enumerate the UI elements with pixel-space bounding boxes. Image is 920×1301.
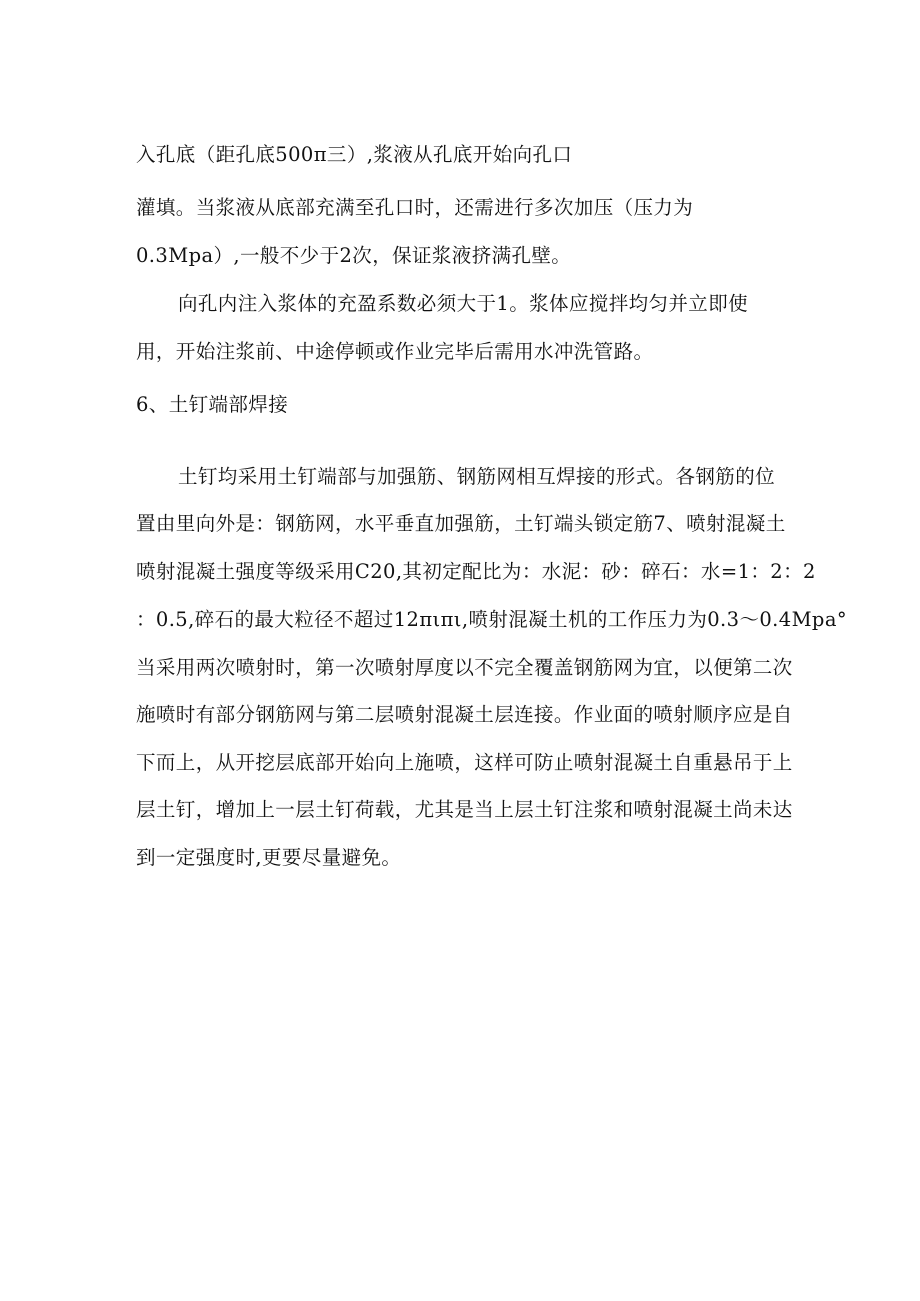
text-line: 下而上，从开挖层底部开始向上施喷，这样可防止喷射混凝土自重悬吊于上 bbox=[136, 751, 793, 774]
text-line: 当采用两次喷射时，第一次喷射厚度以不完全覆盖钢筋网为宜，以便第二次 bbox=[136, 656, 793, 679]
text-line: 用，开始注浆前、中途停顿或作业完毕后需用水冲洗管路。 bbox=[136, 340, 654, 363]
text-line: 置由里向外是：钢筋网，水平垂直加强筋，土钉端头锁定筋7、喷射混凝土 bbox=[136, 512, 786, 535]
section-heading: 6、土钉端部焊接 bbox=[136, 393, 289, 416]
text-line: 喷射混凝土强度等级采用C20,其初定配比为：水泥：砂：碎石：水=1：2：2 bbox=[136, 560, 816, 583]
text-line: ：0.5,碎石的最大粒径不超过12πιπι,喷射混凝土机的工作压力为0.3～0.4Mpa° bbox=[136, 608, 847, 631]
text-line: 灌填。当浆液从底部充满至孔口时，还需进行多次加压（压力为 bbox=[136, 196, 694, 219]
text-line: 0.3Mpa）,一般不少于2次，保证浆液挤满孔壁。 bbox=[136, 244, 572, 267]
paragraph-first-line: 土钉均采用土钉端部与加强筋、钢筋网相互焊接的形式。各钢筋的位 bbox=[178, 465, 776, 488]
text-line: 施喷时有部分钢筋网与第二层喷射混凝土层连接。作业面的喷射顺序应是自 bbox=[136, 703, 793, 726]
text-line: 入孔底（距孔底500π三）,浆液从孔底开始向孔口 bbox=[136, 143, 573, 166]
text-line: 层土钉，增加上一层土钉荷载，尤其是当上层土钉注浆和喷射混凝土尚未达 bbox=[136, 798, 793, 821]
paragraph-first-line: 向孔内注入浆体的充盈系数必须大于1。浆体应搅拌均匀并立即使 bbox=[178, 292, 749, 315]
text-line: 到一定强度时,更要尽量避免。 bbox=[136, 846, 402, 869]
